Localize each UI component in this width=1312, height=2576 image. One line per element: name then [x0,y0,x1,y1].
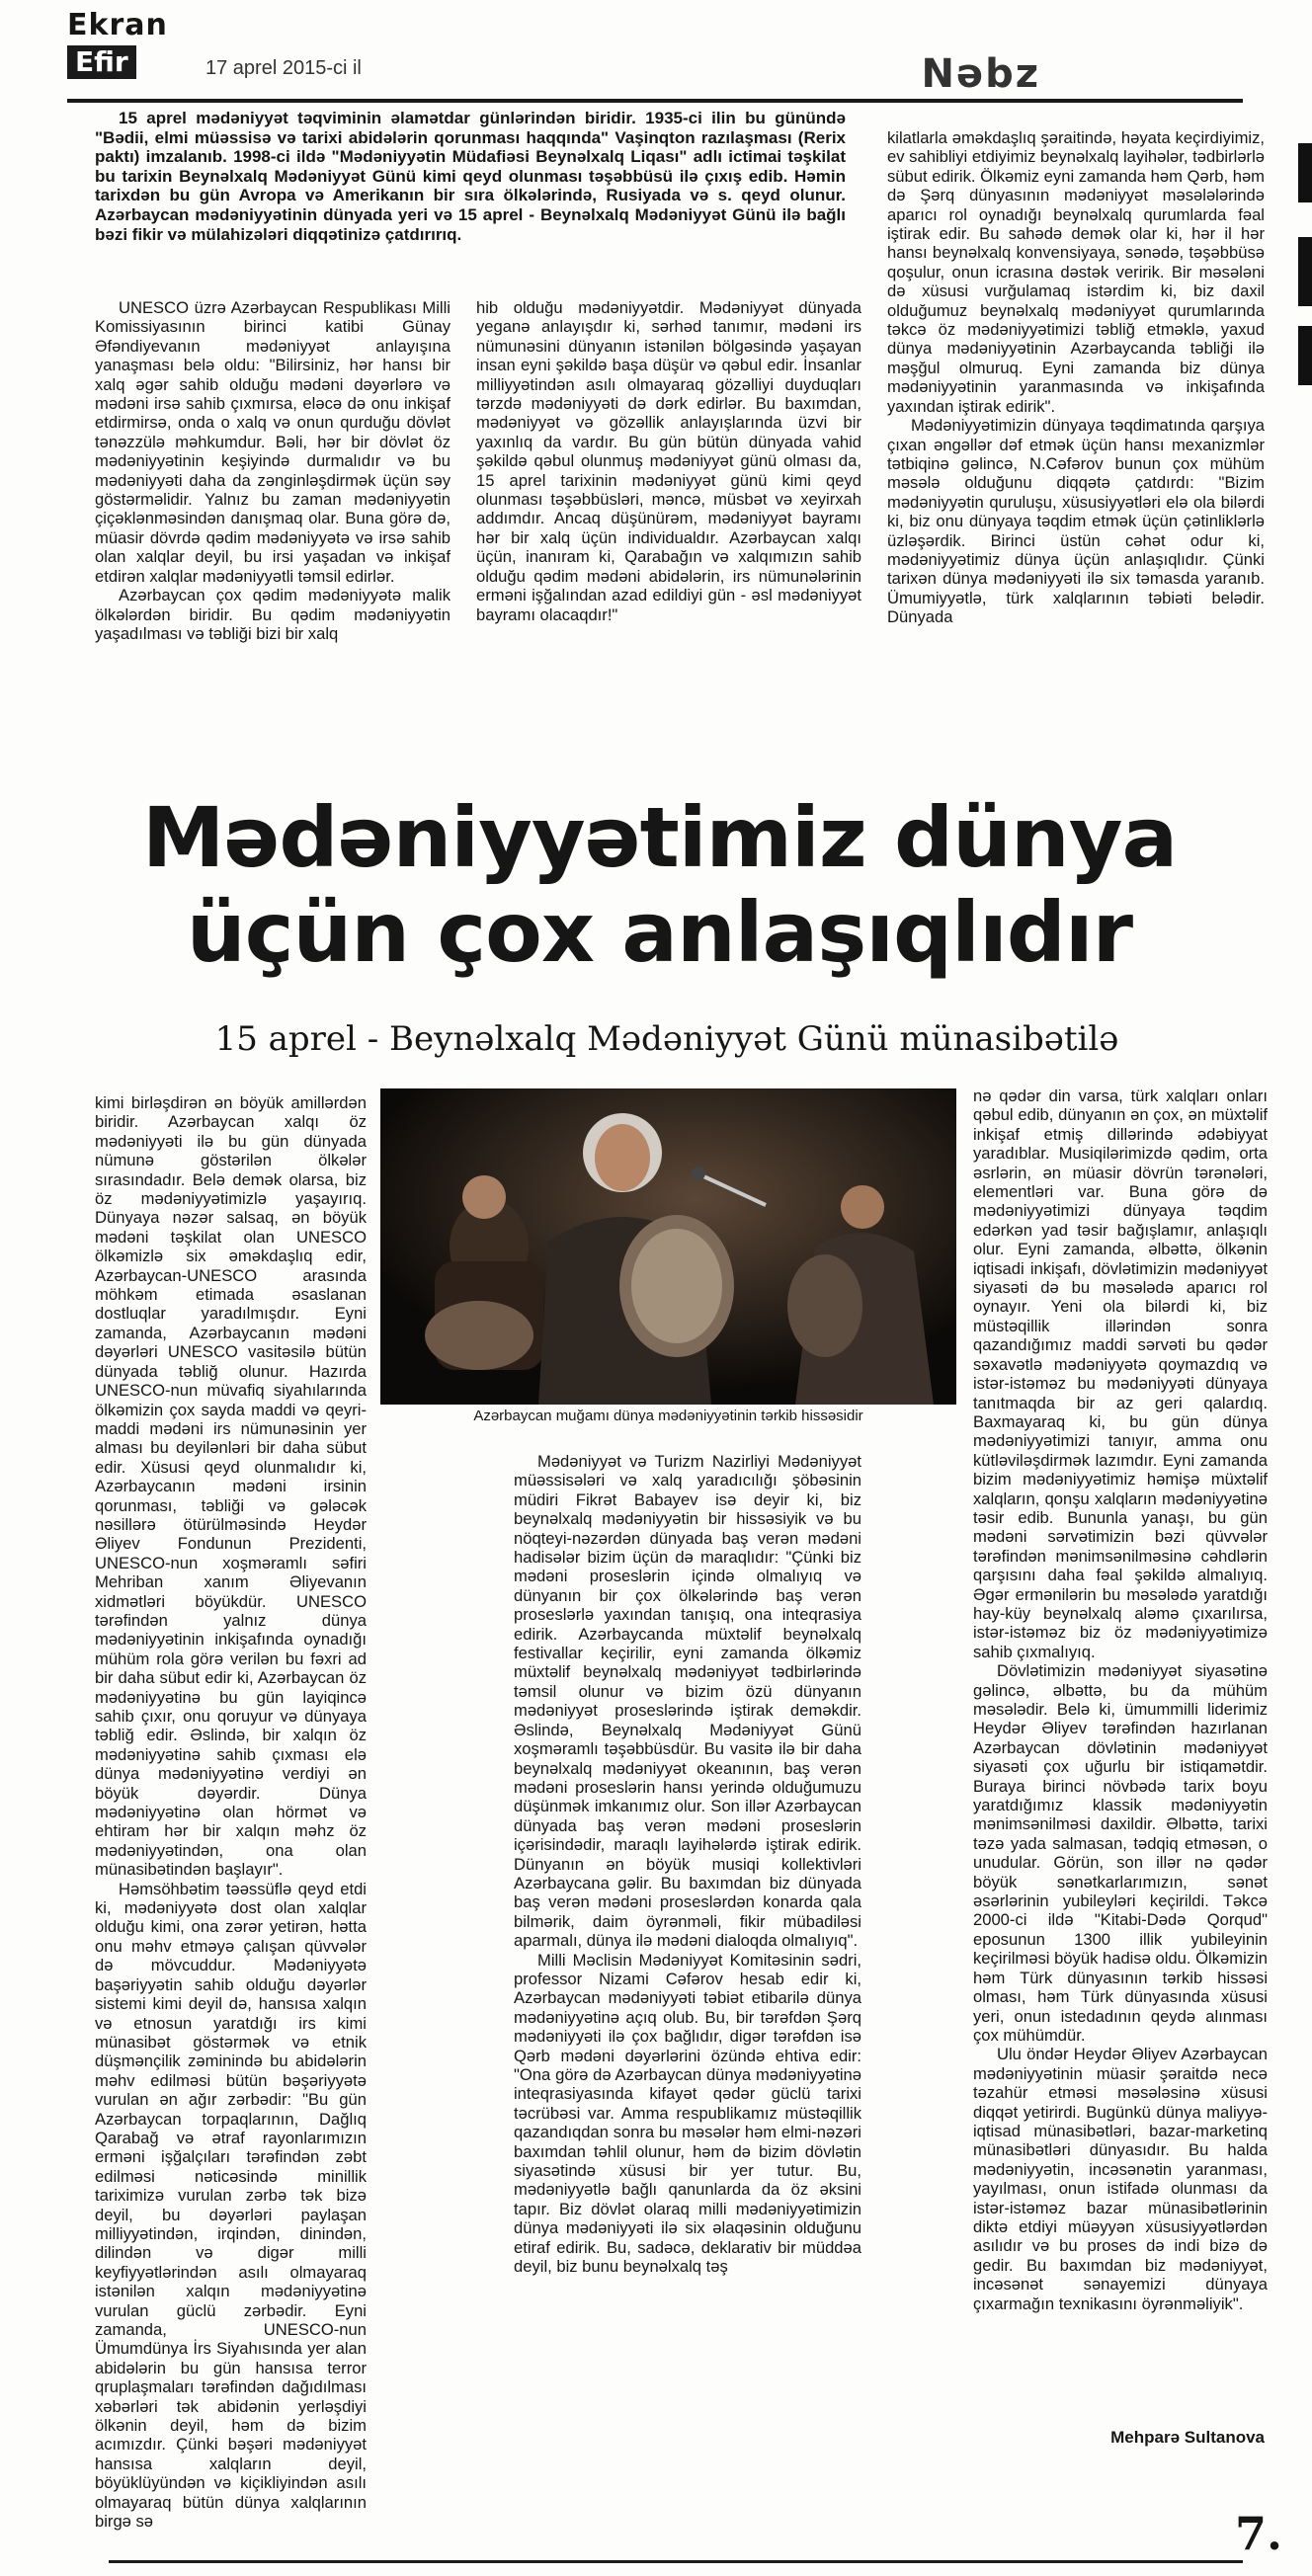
paragraph: Dövlətimizin mədəniyyət siyasətinə gəlincə, əlbəttə, bu da mühüm məsələdir. Belə ki, ümummilli liderimiz Heydər Əliyev tərəfindən hazırlanan Azərbaycan dövlətinin mədəniyyət siyasəti çox uğurlu bir istiqamətdir. Buraya birinci növbədə tarix boyu yaratdığımız klassik mədəniyyətin mənimsənilməsi daxildir. Əlbəttə, tarixi təzə yada salmasan, tədqiq etməsən, o unudular. Görün, son illər nə qədər böyük sənətkarlarımızın, sənət əsərlərinin yubileyləri keçirildi. Təkcə 2000-ci ildə "Kitabi-Dədə Qorqud" eposunun 1300 illik yubileyinin keçirilməsi böyük hadisə oldu. Ölkəmizin həm Türk dünyasının tərkib hissəsi olması, həm Türk dünyasında xüsusi yeri, onun istedadının qeydə alınması çox mühümdür. [973,1661,1268,2045]
author-signature: Mehparə Sultanova [1110,2428,1265,2447]
masthead-ekran: Ekran [67,8,168,42]
masthead [67,8,1233,97]
issue-date: 17 aprel 2015-ci il [205,57,362,79]
bottom-column-1 [95,1093,367,2531]
paragraph: UNESCO üzrə Azərbaycan Respublikası Milli Komissiyasının birinci katibi Günay Əfəndiyevanın mədəniyyət anlayışına yanaşması belə oldu: "Bilirsiniz, hər hansı bir xalq əgər sahib olduğu mədəni dəyərlərə və mədəni irsə sahib çıxmırsa, eləcə də onu inkişaf etdirmirsə, onda o xalq və onun qurduğu dövlət tənəzzülə məhkumdur. Bəli, hər bir dövlət öz mədəniyyətinin keşiyində durmalıdır və bu mədəniyyəti daha da zənginləşdirmək üçün səy göstərməlidir. Yalnız bu zaman mədəniyyətin çiçəklənməsindən danışmaq olar. Buna görə də, müasir dövrdə qədim mədəniyyətə və irsə sahib olan xalqlar deyil, bu irsi yaşadan və inkişaf etdirən xalqlar mədəniyyətli təmsil edirlər. [95,298,451,586]
bottom-column-2 [514,1452,861,2276]
section-title: Nəbz [921,51,1040,97]
paragraph: Ulu öndər Heydər Əliyev Azərbaycan mədəniyyətinin müasir şəraitdə necə təzahür etməsi məsələsinə xüsusi diqqət yetirirdi. Bugünkü dünya maliyyə-iqtisad münasibətləri, bazar-marketinq münasibətləri dünyasıdır. Bu halda mədəniyyətin, incəsənətin yaranması, yayılması, onun istifadə olunması da istər-istəməz bazar münasibətlərinin diktə etdiyi müəyyən xüsusiyyətlərdən asılıdır və bu proses də indi bizə də gedir. Bu baxımdan biz mədəniyyət, incəsənət sənayemizi dünyaya çıxarmağın texnikasını öyrənməliyik". [973,2045,1268,2313]
headline-line-2: üçün çox anlaşıqlıdır [186,884,1133,981]
masthead-efir: Efir [67,45,136,79]
paragraph: Milli Məclisin Mədəniyyət Komitəsinin sədri, professor Nizami Cəfərov hesab edir ki, Azərbaycan mədəniyyəti təbiət etibarilə dünya mədəniyyətinə açıq olub. Bu, bir tərəfdən Şərq mədəniyyəti ilə çox bağlıdır, digər tərəfdən isə Qərb mədəni dəyərlərini özündə ehtiva edir: "Ona görə də Azərbaycan dünya mədəniyyətinə inteqrasiyasında kifayət qədər güclü tarixi təcrübəsi var. Amma respublikamız müstəqillik qazandıqdan sonra bu məsələr həm elmi-nəzəri baxımdan təhlil olunur, həm də bizim dövlətin siyasətində xüsusi bir yer tutur. Bu, mədəniyyətlə bağlı qanunlarda da öz əksini tapır. Biz dövlət olaraq milli mədəniyyətimizin dünya mədəniyyəti ilə six əlaqəsinin olduğunu etiraf edirik. Bu, sadəcə, deklarativ bir müddəa deyil, biz bunu beynəlxalq təş [514,1950,861,2277]
paragraph: Mədəniyyətimizin dünyaya təqdimatında qarşıya çıxan əngəllər dəf etmək üçün hansı mexanizmlər tətbiqinə gəlincə, N.Cəfərov bunun çox mühüm məsələ olduğunu diqqətə çatdırdı: "Bizim mədəniyyətin quruluşu, xüsusiyyətləri elə ola bilərdi ki, biz onu dünyaya təqdim etmək üçün çətinliklərlə üzləşərdik. Birinci üstün cəhət odur ki, mədəniyyətimiz dünya üçün anlaşıqlıdır. Çünki tarixən dünya mədəniyyəti ilə six təmasda yaranıb. Ümumiyyətlə, türk xalqlarının təbiəti belədir. Dünyada [887,416,1265,627]
paragraph: Azərbaycan çox qədim mədəniyyətə malik ölkələrdən biridir. Bu qədim mədəniyyətin yaşadılması və təbliği bizi bir xalq [95,586,451,643]
paragraph: hib olduğu mədəniyyətdir. Mədəniyyət dünyada yeganə anlayışdır ki, sərhəd tanımır, mədəni irs nümunəsini dünyanın istənilən bölgəsində yaşayan insan eyni şəkildə başa düşür və qəbul edir. İnsanlar milliyyətindən asılı olmayaraq gözəlliyi duyduqları tərzdə mədəniyyəti də dərk edirlər. Bu baxımdan, mədəniyyət və gözəllik anlayışlarında üzvi bir yaxınlıq da vardır. Bu gün bütün dünyada vahid şəkildə qəbul olunmuş mədəniyyət günü olması da, 15 aprel tarixinin mədəniyyət günü kimi qeyd olunması təşəbbüsləri, məncə, müsbət və xeyirxah addımdır. Ancaq düşünürəm, mədəniyyət bayramı hər bir xalq üçün individualdır. Azərbaycan xalqı üçün, inanıram ki, Qarabağın və xalqımızın sahib olduğu qədim mədəni abidələrin, irs nümunələrinin erməni işğalından azad edildiyi gün - əsl mədəniyyət bayramı olacaqdır!" [476,298,861,624]
lead-paragraph [95,109,846,244]
top-column-3 [887,128,1265,627]
paragraph: kimi birləşdirən ən böyük amillərdən biridir. Azərbaycan xalqı öz mədəniyyəti ilə bu gün dünyada nümunə göstərilən ölkələr sırasındadır. Belə demək olarsa, biz öz mədəniyyətimizlə yaşayırıq. Dünyaya nəzər salsaq, ən böyük mədəni təşkilat olan UNESCO ölkəmizlə six əməkdaşlıq edir, Azərbaycan-UNESCO arasında möhkəm etimada əsaslanan dostluqlar yaradılmışdır. Eyni zamanda, Azərbaycanın mədəni dəyərləri UNESCO vasitəsilə bütün dünyada təbliğ olunur. Hazırda UNESCO-nun müvafiq siyahılarında ölkəmizin çox sayda maddi və qeyri-maddi mədəni irs nümunəsinin yer alması bu deyilənləri bir daha sübut edir. Xüsusi qeyd olunmalıdır ki, Azərbaycanın mədəni irsinin qorunması, təbliği və gələcək nəsillərə ötürülməsində Heydər Əliyev Fondunun Prezidenti, UNESCO-nun xoşməramlı səfiri Mehriban xanım Əliyevanın xidmətləri böyükdür. UNESCO tərəfindən yalnız dünya mədəniyyətinin inkişafında oynadığı mühüm rola görə verilən bu fəxri ad bir daha sübut edir ki, Azərbaycan öz mədəniyyətinə bu gün layiqincə sahib çıxır, onu qoruyur və dünyaya təbliğ edir. Əslində, bir xalqın öz mədəniyyətinə sahib çıxması elə dünya mədəniyyətinə verdiyi ən böyük dəyərdir. Dünya mədəniyyətinə olan hörmət və ehtiram hər bir xalqın məhz öz mədəniyyətindən, ona olan münasibətindən başlayır". [95,1093,367,1880]
paragraph: nə qədər din varsa, türk xalqları onları qəbul edib, dünyanın ən çox, ən müxtəlif inkişaf etmiş dillərində ədəbiyyat yaradıblar. Musiqilərimizdə qədim, orta əsrlərin, ən müasir dövrün tərənələri, elementləri var. Buna görə də mədəniyyətimizi dünyaya təqdim edərkən yad təsir bağışlamır, anlaşıqlı olur. Eyni zamanda, əlbəttə, ölkənin iqtisadi inkişafı, dövlətimizin mədəniyyət siyasəti də bu məsələdə aparıcı rol oynayır. Yeni ola bilərdi ki, biz müstəqillik illərindən sonra qazandığımız maddi sərvəti bu qədər səxavətlə mədəniyyətə qoymazdıq və istər-istəməz bu mədəniyyəti dünyaya tanıtmaqda bir az geri qalardıq. Baxmayaraq ki, bu gün dünya mədəniyyətimizi tanıyır, amma onu kütləviləşdirmək lazımdır. Eyni zamanda bizim mədəniyyətimiz həmişə müxtəlif xalqların, qonşu xalqların mədəniyyətinə təsir edib. Bununla yanaşı, bu gün mədəni sərvətimizin bəzi qüvvələr tərəfindən mənimsənilməsinə cəhdlərin qarşısını daha fəal şəkildə almalıyıq. Əgər ermənilərin bu məsələdə yaratdığı hay-küy beynəlxalq aləmə çıxarılırsa, istər-istəməz biz öz mədəniyyətimizə sahib çıxmalıyıq. [973,1087,1268,1661]
footer-rule [109,2560,1243,2563]
headline [99,790,1220,980]
subheadline: 15 aprel - Beynəlxalq Mədəniyyət Günü münasibətilə [214,1019,1119,1059]
musicians-illustration [380,1088,956,1405]
mugham-photo [380,1088,956,1405]
photo-caption: Azərbaycan muğamı dünya mədəniyyətinin tərkib hissəsidir [473,1408,863,1424]
paragraph: Həmsöhbətim təəssüflə qeyd etdi ki, mədəniyyətə dost olan xalqlar olduğu kimi, ona zərər yetirən, hətta onu məhv etməyə çalışan qüvvələr də mövcuddur. Mədəniyyətə başəriyyətin sahib olduğu dəyərlər sistemi kimi deyil də, hansısa xalqın və etnosun yaratdığı irs kimi münasibət göstərmək və etnik düşmənçilik zəminində bu abidələrin məhv edilməsi bütün bəşəriyyətə vurulan ən ağır zərbədir: "Bu gün Azərbaycan torpaqlarının, Dağlıq Qarabağ və ətraf rayonlarımızın erməni işğalçıları tərəfindən zəbt edilməsi nəticəsində minillik tariximizə vurulan zərbə tək bizə deyil, bu dəyərləri paylaşan milliyyətindən, irqindən, dinindən, dilindən və digər milli keyfiyyətlərindən asılı olmayaraq istənilən xalqın mədəniyyətinə vurulan güclü zərbədir. Eyni zamanda, UNESCO-nun Ümumdünya İrs Siyahısında yer alan abidələrin bu gün hansısa terror qruplaşmaları tərəfindən dağıdılması xəbərləri tək abidənin yerləşdiyi ölkənin deyil, həm də bizim acımızdır. Çünki bəşəri mədəniyyət hansısa xalqların deyil, böyüklüyündən və kiçikliyindən asılı olmayaraq bütün dünya xalqlarının birgə sə [95,1879,367,2532]
page-number: 7. [1234,2507,1282,2560]
paragraph: Mədəniyyət və Turizm Nazirliyi Mədəniyyət müəssisələri və xalq yaradıcılığı şöbəsinin müdiri Fikrət Babayev isə deyir ki, biz beynəlxalq mədəniyyətin bir hissəsiyik və bu nöqteyi-nəzərdən dünyada baş verən mədəni hadisələr bizim üçün də maraqlıdır: "Çünki biz mədəni proseslərin içində olmalıyıq və dünyanın bir çox ölkələrində baş verən proseslərlə yaxından tanışıq, ona inteqrasiya edirik. Azərbaycanda müxtəlif beynəlxalq festivallar keçirilir, eyni zamanda ölkəmiz müxtəlif beynəlxalq mədəniyyət tədbirlərində təmsil olunur və bizim özü dünyanın mədəniyyət proseslərində iştirak deməkdir. Əslində, Beynəlxalq Mədəniyyət Günü xoşməramlı təşəbbüsdür. Bu vasitə ilə bir daha beynəlxalq mədəniyyət okeanının, baş verən mədəni proseslərin hansı yerində olduğumuzu düşünmək imkanımız olur. Son illər Azərbaycan dünyada baş verən mədəni proseslərin içərisindədir, maraqlı layihələrdə iştirak edirik. Dünyanın ən böyük musiqi kollektivləri Azərbaycana gəlir. Bu baxımdan biz dünyada baş verən mədəni proseslərdən konarda qala bilmərik, daim öyrənməli, fikir mübadiləsi aparmalı, dünya ilə mədəni dialoqda olmalıyıq". [514,1452,861,1951]
edge-mark [1298,143,1312,202]
top-column-2 [476,298,861,624]
top-column-1 [95,298,451,643]
paragraph: kilatlarla əməkdaşlıq şəraitində, həyata keçirdiyimiz, ev sahibliyi etdiyimiz beynəlxalq layihələr, tədbirlərlə sübut edirik. Ölkəmiz eyni zamanda həm Qərb, həm də Şərq dünyasının mədəniyyət məsələlərində aparıcı rol oynadığı beynəlxalq qurumlarda fəal iştirak edir. Bu sahədə demək olar ki, hər il hər hansı beynəlxalq konvensiyaya, sənədə, təşəbbüsə qoşulur, onun icrasına dəstək veririk. Bir məsələni də xüsusi vurğulamaq istərdim ki, biz daxil olduğumuz beynəlxalq mədəniyyət qurumlarında təkcə öz mədəniyyətimizi təbliğ etməklə, yaxud dünya mədəniyyətinin Azərbaycanda təbliği ilə məşğul olmuruq. Eyni zamanda biz dünya mədəniyyətinin yaranmasında və inkişafında yaxından iştirak edirik". [887,128,1265,416]
edge-mark [1298,326,1312,385]
edge-mark [1298,237,1312,306]
headline-line-1: Mədəniyyətimiz dünya [141,789,1178,886]
header-rule [67,99,1243,103]
bottom-column-3 [973,1087,1268,2313]
lead-text: 15 aprel mədəniyyət təqviminin əlamətdar günlərindən biridir. 1935-ci ilin bu günündə "Bədii, elmi müəssisə və tarixi abidələrin qorunması haqqında" Vaşinqton razılaşması (Rerix paktı) imzalanıb. 1998-ci ildə "Mədəniyyətin Müdafiəsi Beynəlxalq Liqası" adlı ictimai təşkilat bu tarixin Beynəlxalq Mədəniyyət Günü kimi qeyd olunması təşəbbüsü ilə çıxış edib. Həmin tarixdən bu gün Avropa və Amerikanın bir sıra ölkələrində, Rusiyada və s. qeyd olunur. Azərbaycan mədəniyyətinin dünyada yeri və 15 aprel - Beynəlxalq Mədəniyyət Günü ilə bağlı bəzi fikir və mülahizələri diqqətinizə çatdırırıq. [95,109,846,244]
